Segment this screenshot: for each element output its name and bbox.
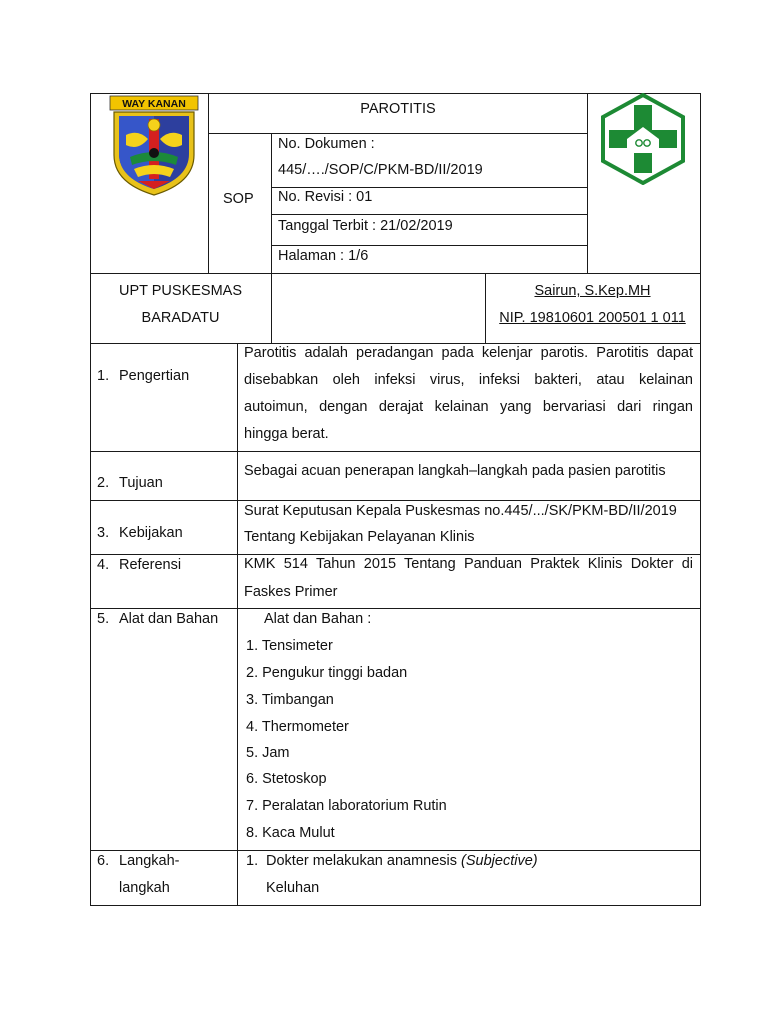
divider xyxy=(90,500,701,501)
row-number: 2. xyxy=(97,475,110,491)
row-number: 1. xyxy=(97,368,110,384)
sop-label: SOP xyxy=(223,191,254,207)
tanggal-terbit: Tanggal Terbit : 21/02/2019 xyxy=(278,218,453,234)
list-item: 5. Jam xyxy=(246,745,290,761)
step-main-text: Dokter melakukan anamnesis xyxy=(266,853,458,869)
row-label-pengertian: Pengertian xyxy=(119,368,190,384)
row-number: 6. xyxy=(97,853,110,869)
divider xyxy=(90,451,701,452)
list-item: 1. Tensimeter xyxy=(246,638,333,654)
row-number: 3. xyxy=(97,525,110,541)
row-label-referensi: Referensi xyxy=(119,557,182,573)
divider xyxy=(90,850,701,851)
pengertian-line: disebabkan oleh infeksi virus, infeksi bakteri, atau kelainan xyxy=(244,372,693,388)
divider xyxy=(587,93,588,273)
row-label-langkah: Langkah- xyxy=(119,853,180,869)
signatory-name: Sairun, S.Kep.MH xyxy=(534,283,651,299)
halaman: Halaman : 1/6 xyxy=(278,248,369,264)
divider xyxy=(271,133,272,273)
divider xyxy=(208,93,209,273)
no-revisi: No. Revisi : 01 xyxy=(278,189,373,205)
pengertian-line: Parotitis adalah peradangan pada kelenjar parotis. Parotitis dapat xyxy=(244,345,693,361)
row-label-tujuan: Tujuan xyxy=(119,475,163,491)
way-kanan-crest-icon xyxy=(108,95,200,197)
no-dokumen-label: No. Dokumen : xyxy=(278,136,375,152)
list-item: 8. Kaca Mulut xyxy=(246,825,335,841)
step-italic-text: (Subjective) xyxy=(461,853,538,869)
kebijakan-line: Tentang Kebijakan Pelayanan Klinis xyxy=(244,529,475,545)
row-number: 5. xyxy=(97,611,110,627)
puskesmas-logo xyxy=(599,93,687,185)
divider xyxy=(271,245,588,246)
referensi-line: Faskes Primer xyxy=(244,584,338,600)
list-item: 6. Stetoskop xyxy=(246,771,327,787)
list-item: 7. Peralatan laboratorium Rutin xyxy=(246,798,447,814)
alat-bahan-heading: Alat dan Bahan : xyxy=(264,611,372,627)
puskesmas-cross-icon xyxy=(599,93,687,185)
divider xyxy=(271,273,272,344)
org-name-line2: BARADATU xyxy=(141,310,220,326)
row-label-kebijakan: Kebijakan xyxy=(119,525,183,541)
row-number: 4. xyxy=(97,557,110,573)
list-item: 2. Pengukur tinggi badan xyxy=(246,665,408,681)
document-title: PAROTITIS xyxy=(360,101,436,117)
step-text xyxy=(266,852,538,870)
step-number: 1. xyxy=(246,853,259,869)
divider xyxy=(208,133,588,134)
referensi-line: KMK 514 Tahun 2015 Tentang Panduan Praktek Klinis Dokter di xyxy=(244,556,693,572)
svg-text:WAY KANAN: WAY KANAN xyxy=(122,98,186,110)
signatory-nip: NIP. 19810601 200501 1 011 xyxy=(499,310,686,326)
row-label-langkah: langkah xyxy=(119,880,170,896)
kebijakan-line: Surat Keputusan Kepala Puskesmas no.445/.../SK/PKM-BD/II/2019 xyxy=(244,503,677,519)
table-border-bottom xyxy=(90,905,701,906)
step-sub-text: Keluhan xyxy=(266,880,320,896)
divider xyxy=(237,343,238,906)
pengertian-line: hingga berat. xyxy=(244,426,329,442)
tujuan-text: Sebagai acuan penerapan langkah–langkah pada pasien parotitis xyxy=(244,463,666,479)
divider xyxy=(90,608,701,609)
divider xyxy=(271,214,588,215)
list-item: 3. Timbangan xyxy=(246,692,334,708)
divider xyxy=(90,273,701,274)
way-kanan-logo xyxy=(108,95,200,197)
org-name-line1: UPT PUSKESMAS xyxy=(118,283,243,299)
pengertian-line: autoimun, dengan derajat kelainan yang bervariasi dari ringan xyxy=(244,399,693,415)
list-item: 4. Thermometer xyxy=(246,719,349,735)
row-label-alat-bahan: Alat dan Bahan xyxy=(119,611,219,627)
no-dokumen-value: 445/…./SOP/C/PKM-BD/II/2019 xyxy=(278,162,483,178)
